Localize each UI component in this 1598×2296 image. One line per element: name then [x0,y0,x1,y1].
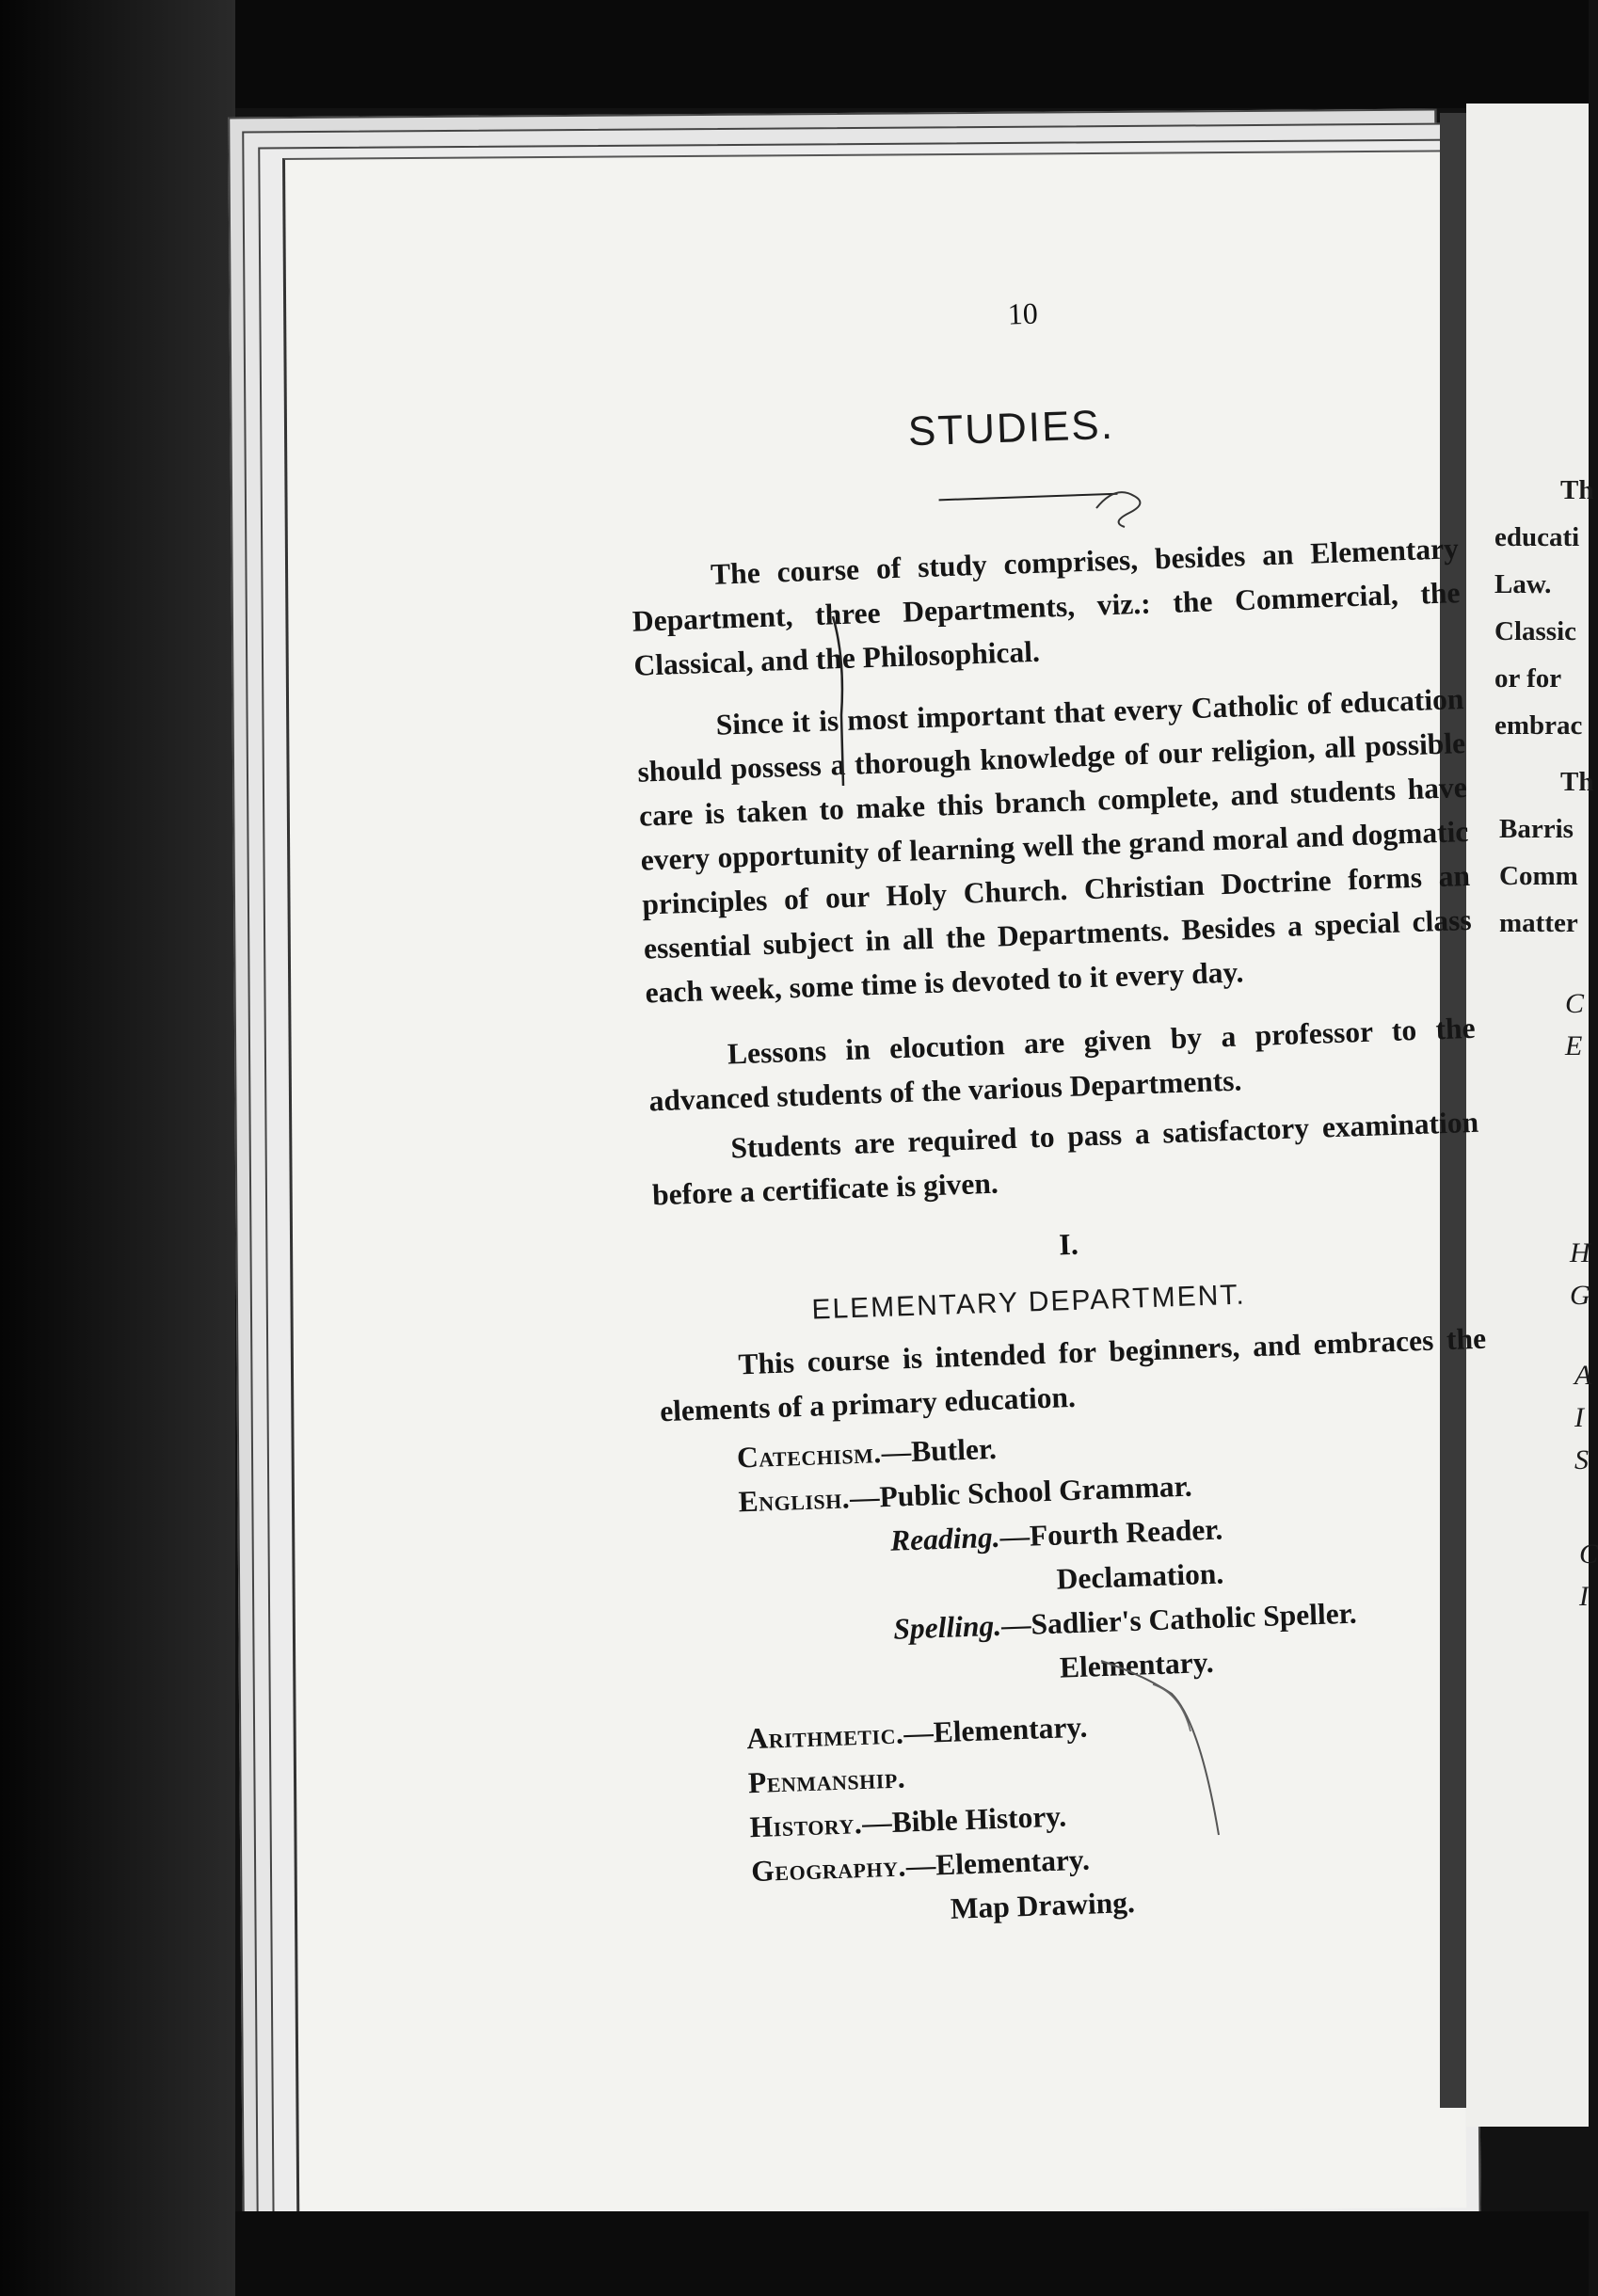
facing-page-letter: S [1574,1444,1589,1475]
subject-geography-extra: Map Drawing. [950,1886,1136,1925]
facing-page-line: Th [1560,767,1594,797]
subject-arithmetic: Arithmetic.—Elementary. [745,1710,1088,1756]
facing-page-letter: I [1579,1581,1589,1612]
facing-page-line: educati [1494,522,1580,552]
paragraph: Students are required to pass a satisfactory examination before a certificate is given. [651,1105,1479,1212]
page-title: STUDIES. [907,401,1115,455]
facing-page [1466,104,1598,2127]
subject-reading: Reading.—Fourth Reader. [889,1512,1223,1557]
facing-page-letter: A [1574,1360,1592,1391]
pencil-line [828,612,866,790]
section-heading: ELEMENTARY DEPARTMENT. [810,1279,1247,1326]
paragraph: Since it is most important that every Catholic of education should possess a thorough knowledge of our religion, all possible care is taken to make this branch complete, and students have every opportunity of learning well the grand moral and dogmatic principles of our Holy Church. Christian Doctrine forms an essential subject in all the Departments. Besides a special class each week, some time is devoted to it every day. [636,682,1473,1010]
scan-background-top [0,0,1589,108]
paragraph: The course of study comprises, besides an Elementary Department, three Departments, viz.: the Commercial, the Classical, and the Philosophical. [631,532,1461,682]
facing-page-letter: H [1570,1237,1590,1268]
facing-page-line: Comm [1499,861,1578,891]
facing-page-line: embrac [1494,710,1583,741]
facing-page-line: matter [1499,908,1578,938]
facing-page-letter: I [1574,1402,1584,1433]
facing-page-line: Classic [1494,616,1576,646]
facing-page-line: Barris [1499,814,1574,844]
pencil-scribble [1092,475,1158,532]
facing-page-line: or for [1494,663,1562,694]
section-intro: This course is intended for beginners, and embraces the elements of a primary education. [659,1321,1487,1428]
subject-catechism: Catechism.—Butler. [736,1431,998,1475]
subject-penmanship: Penmanship. [747,1761,906,1800]
facing-page-letter: C [1579,1539,1598,1570]
subject-geography: Geography.—Elementary. [750,1842,1091,1889]
scan-background-left [0,0,235,2296]
paragraph: Lessons in elocution are given by a professor to the advanced students of the various Departments. [648,1011,1477,1118]
facing-page-line: Law. [1494,569,1552,599]
scan-background-bottom [235,2211,1589,2296]
subject-english: English.—Public School Grammar. [737,1469,1193,1519]
pencil-scratch [1096,1656,1247,1844]
subject-reading-extra: Declamation. [1056,1556,1224,1596]
facing-page-letter: E [1565,1030,1583,1061]
section-numeral: I. [1058,1226,1079,1262]
page-number: 10 [1007,295,1039,331]
subject-spelling: Spelling.—Sadlier's Catholic Speller. [892,1596,1358,1646]
facing-page-line: Th [1560,475,1594,505]
subject-history: History.—Bible History. [749,1799,1067,1844]
subject-spelling-extra: Elementary. [1059,1645,1215,1684]
facing-page-letter: G [1570,1280,1590,1311]
facing-page-letter: C [1565,988,1585,1019]
